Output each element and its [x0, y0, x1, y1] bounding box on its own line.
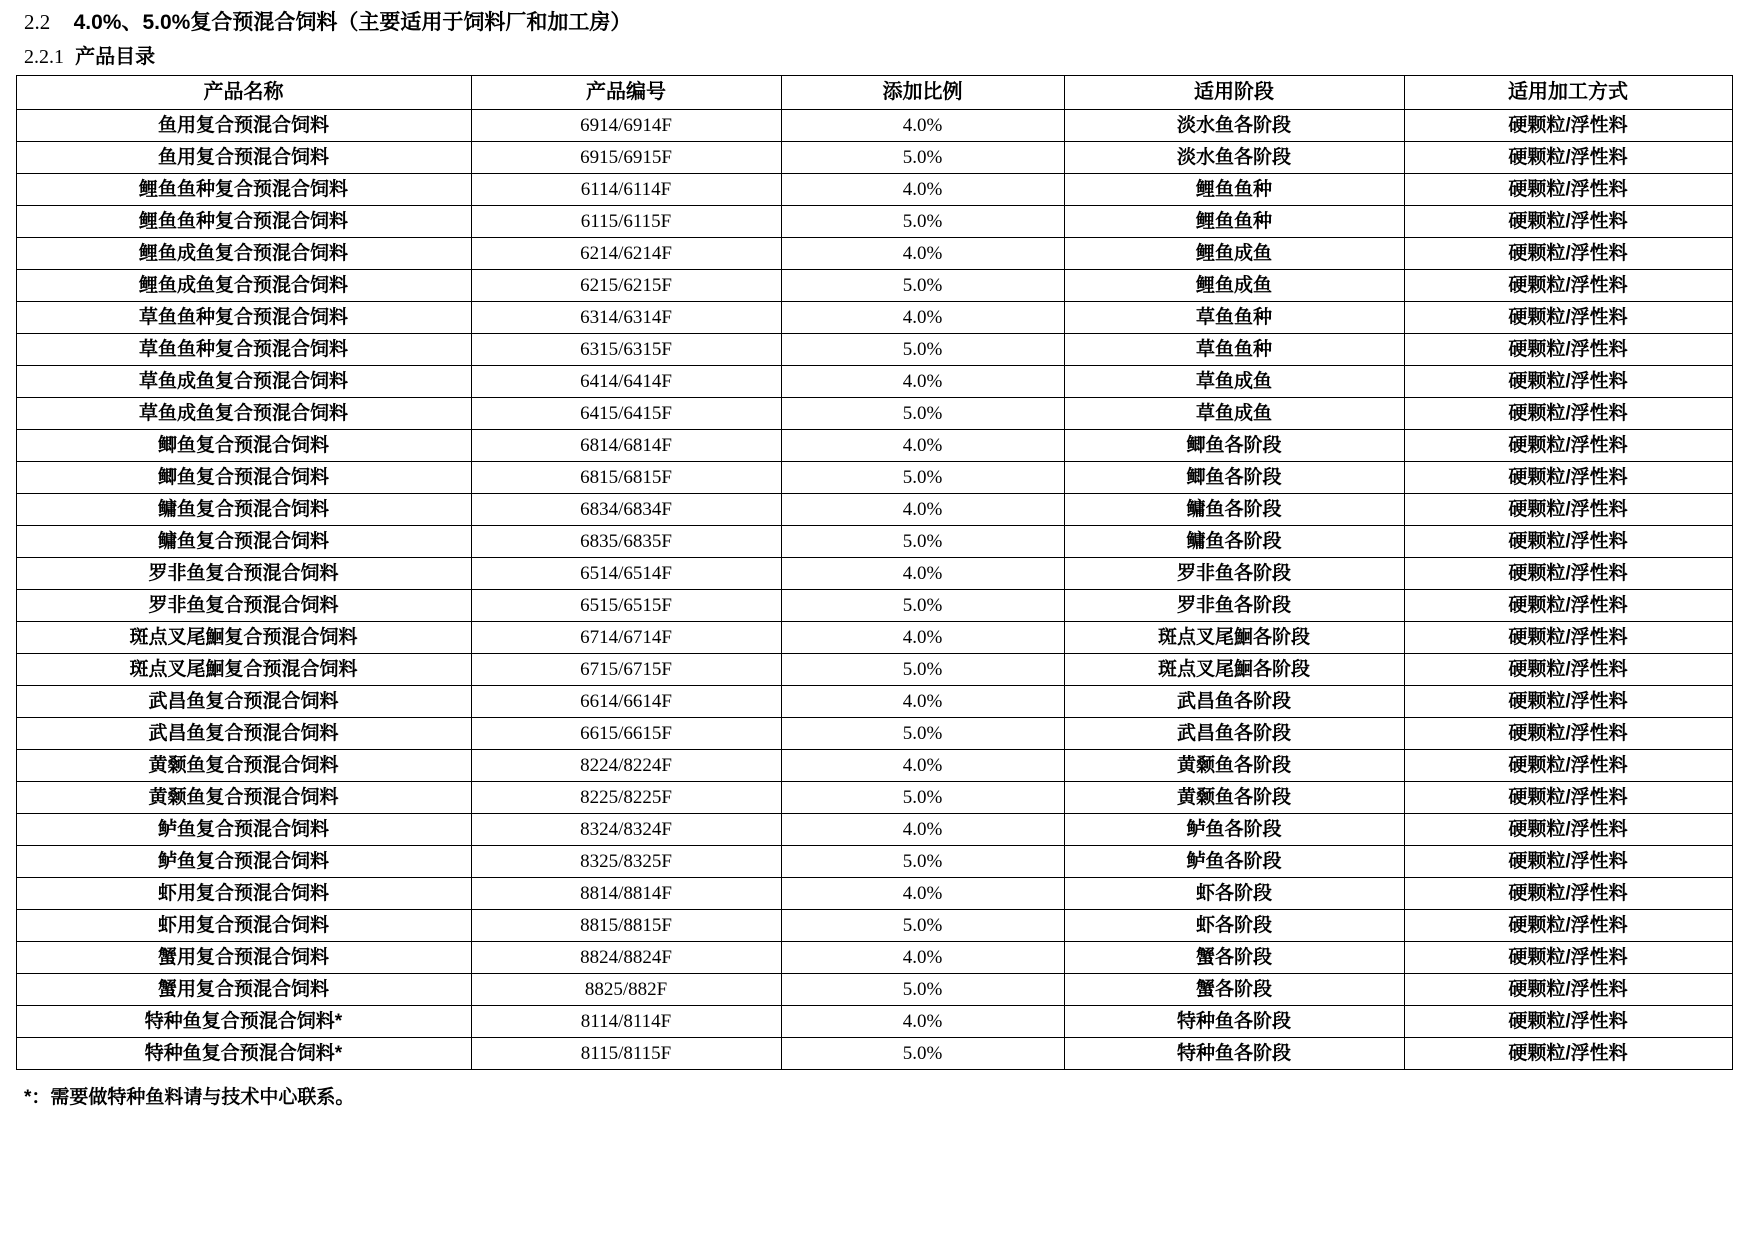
cell-product-code: 8225/8225F [471, 782, 781, 814]
column-header-product-name: 产品名称 [16, 76, 471, 110]
cell-processing-method: 硬颗粒/浮性料 [1404, 110, 1732, 142]
cell-addition-ratio: 5.0% [781, 974, 1064, 1006]
cell-addition-ratio: 4.0% [781, 558, 1064, 590]
cell-applicable-stage: 淡水鱼各阶段 [1064, 110, 1404, 142]
cell-applicable-stage: 虾各阶段 [1064, 910, 1404, 942]
cell-product-name: 鳙鱼复合预混合饲料 [16, 494, 471, 526]
cell-processing-method: 硬颗粒/浮性料 [1404, 942, 1732, 974]
section-title: 4.0%、5.0%复合预混合饲料（主要适用于饲料厂和加工房） [73, 11, 632, 34]
table-row [16, 654, 1732, 686]
cell-applicable-stage: 黄颡鱼各阶段 [1064, 750, 1404, 782]
section-heading [24, 6, 1734, 36]
cell-processing-method: 硬颗粒/浮性料 [1404, 1006, 1732, 1038]
cell-applicable-stage: 蟹各阶段 [1064, 974, 1404, 1006]
cell-addition-ratio: 5.0% [781, 270, 1064, 302]
cell-product-code: 8824/8824F [471, 942, 781, 974]
table-row [16, 974, 1732, 1006]
cell-product-code: 6314/6314F [471, 302, 781, 334]
cell-applicable-stage: 鲫鱼各阶段 [1064, 430, 1404, 462]
cell-applicable-stage: 草鱼成鱼 [1064, 398, 1404, 430]
table-row [16, 238, 1732, 270]
cell-applicable-stage: 黄颡鱼各阶段 [1064, 782, 1404, 814]
subsection-number: 2.2.1 [24, 46, 64, 68]
table-row [16, 686, 1732, 718]
cell-addition-ratio: 4.0% [781, 110, 1064, 142]
cell-product-code: 8325/8325F [471, 846, 781, 878]
subsection-heading [24, 40, 1734, 69]
cell-applicable-stage: 草鱼鱼种 [1064, 334, 1404, 366]
cell-applicable-stage: 特种鱼各阶段 [1064, 1006, 1404, 1038]
cell-product-code: 6715/6715F [471, 654, 781, 686]
cell-addition-ratio: 5.0% [781, 654, 1064, 686]
cell-applicable-stage: 虾各阶段 [1064, 878, 1404, 910]
cell-product-code: 6835/6835F [471, 526, 781, 558]
cell-product-code: 8825/882F [471, 974, 781, 1006]
table-row [16, 206, 1732, 238]
cell-addition-ratio: 4.0% [781, 622, 1064, 654]
cell-addition-ratio: 5.0% [781, 718, 1064, 750]
cell-applicable-stage: 斑点叉尾鮰各阶段 [1064, 654, 1404, 686]
table-row [16, 558, 1732, 590]
cell-applicable-stage: 蟹各阶段 [1064, 942, 1404, 974]
cell-addition-ratio: 5.0% [781, 462, 1064, 494]
table-row [16, 846, 1732, 878]
cell-processing-method: 硬颗粒/浮性料 [1404, 782, 1732, 814]
cell-processing-method: 硬颗粒/浮性料 [1404, 974, 1732, 1006]
cell-applicable-stage: 斑点叉尾鮰各阶段 [1064, 622, 1404, 654]
cell-applicable-stage: 武昌鱼各阶段 [1064, 718, 1404, 750]
column-header-addition-ratio: 添加比例 [781, 76, 1064, 110]
table-row [16, 462, 1732, 494]
cell-product-code: 6514/6514F [471, 558, 781, 590]
table-row [16, 110, 1732, 142]
cell-addition-ratio: 5.0% [781, 910, 1064, 942]
cell-addition-ratio: 4.0% [781, 302, 1064, 334]
cell-product-code: 8224/8224F [471, 750, 781, 782]
column-header-product-code: 产品编号 [471, 76, 781, 110]
cell-processing-method: 硬颗粒/浮性料 [1404, 398, 1732, 430]
cell-product-name: 鲈鱼复合预混合饲料 [16, 846, 471, 878]
cell-processing-method: 硬颗粒/浮性料 [1404, 334, 1732, 366]
cell-addition-ratio: 4.0% [781, 814, 1064, 846]
cell-product-name: 鲤鱼成鱼复合预混合饲料 [16, 270, 471, 302]
table-row [16, 270, 1732, 302]
cell-processing-method: 硬颗粒/浮性料 [1404, 302, 1732, 334]
cell-addition-ratio: 4.0% [781, 750, 1064, 782]
cell-product-code: 6834/6834F [471, 494, 781, 526]
cell-product-code: 8814/8814F [471, 878, 781, 910]
cell-applicable-stage: 鲫鱼各阶段 [1064, 462, 1404, 494]
cell-addition-ratio: 4.0% [781, 430, 1064, 462]
table-row [16, 942, 1732, 974]
cell-product-name: 罗非鱼复合预混合饲料 [16, 558, 471, 590]
cell-processing-method: 硬颗粒/浮性料 [1404, 910, 1732, 942]
cell-product-name: 鲤鱼成鱼复合预混合饲料 [16, 238, 471, 270]
table-row [16, 398, 1732, 430]
cell-processing-method: 硬颗粒/浮性料 [1404, 270, 1732, 302]
cell-applicable-stage: 罗非鱼各阶段 [1064, 590, 1404, 622]
cell-applicable-stage: 武昌鱼各阶段 [1064, 686, 1404, 718]
cell-applicable-stage: 草鱼成鱼 [1064, 366, 1404, 398]
cell-processing-method: 硬颗粒/浮性料 [1404, 622, 1732, 654]
cell-product-name: 黄颡鱼复合预混合饲料 [16, 782, 471, 814]
table-row [16, 1038, 1732, 1070]
cell-addition-ratio: 4.0% [781, 942, 1064, 974]
cell-applicable-stage: 特种鱼各阶段 [1064, 1038, 1404, 1070]
cell-product-name: 鲈鱼复合预混合饲料 [16, 814, 471, 846]
section-number: 2.2 [24, 10, 51, 34]
column-header-applicable-stage: 适用阶段 [1064, 76, 1404, 110]
cell-addition-ratio: 4.0% [781, 494, 1064, 526]
cell-processing-method: 硬颗粒/浮性料 [1404, 1038, 1732, 1070]
product-catalog-table [16, 75, 1733, 1070]
cell-product-code: 6215/6215F [471, 270, 781, 302]
cell-processing-method: 硬颗粒/浮性料 [1404, 878, 1732, 910]
cell-addition-ratio: 5.0% [781, 526, 1064, 558]
cell-processing-method: 硬颗粒/浮性料 [1404, 206, 1732, 238]
cell-processing-method: 硬颗粒/浮性料 [1404, 430, 1732, 462]
cell-processing-method: 硬颗粒/浮性料 [1404, 494, 1732, 526]
cell-product-code: 6414/6414F [471, 366, 781, 398]
table-row [16, 494, 1732, 526]
cell-product-code: 6814/6814F [471, 430, 781, 462]
table-row [16, 814, 1732, 846]
cell-product-code: 6114/6114F [471, 174, 781, 206]
cell-product-name: 草鱼成鱼复合预混合饲料 [16, 366, 471, 398]
table-header-row [16, 76, 1732, 110]
table-row [16, 142, 1732, 174]
cell-product-name: 鲤鱼鱼种复合预混合饲料 [16, 206, 471, 238]
cell-applicable-stage: 淡水鱼各阶段 [1064, 142, 1404, 174]
cell-product-name: 草鱼成鱼复合预混合饲料 [16, 398, 471, 430]
cell-applicable-stage: 鲈鱼各阶段 [1064, 846, 1404, 878]
cell-addition-ratio: 4.0% [781, 686, 1064, 718]
cell-product-name: 黄颡鱼复合预混合饲料 [16, 750, 471, 782]
cell-product-name: 特种鱼复合预混合饲料* [16, 1038, 471, 1070]
cell-product-code: 6115/6115F [471, 206, 781, 238]
table-row [16, 782, 1732, 814]
cell-applicable-stage: 罗非鱼各阶段 [1064, 558, 1404, 590]
cell-applicable-stage: 鲤鱼鱼种 [1064, 174, 1404, 206]
cell-processing-method: 硬颗粒/浮性料 [1404, 718, 1732, 750]
cell-product-code: 6915/6915F [471, 142, 781, 174]
table-footnote: *：需要做特种鱼料请与技术中心联系。 [24, 1087, 355, 1108]
cell-product-name: 武昌鱼复合预混合饲料 [16, 686, 471, 718]
cell-product-code: 6615/6615F [471, 718, 781, 750]
cell-product-code: 6614/6614F [471, 686, 781, 718]
cell-product-name: 虾用复合预混合饲料 [16, 878, 471, 910]
cell-processing-method: 硬颗粒/浮性料 [1404, 142, 1732, 174]
cell-product-name: 斑点叉尾鮰复合预混合饲料 [16, 622, 471, 654]
table-row [16, 334, 1732, 366]
cell-product-code: 6415/6415F [471, 398, 781, 430]
cell-processing-method: 硬颗粒/浮性料 [1404, 238, 1732, 270]
cell-addition-ratio: 5.0% [781, 334, 1064, 366]
cell-product-code: 6214/6214F [471, 238, 781, 270]
cell-addition-ratio: 5.0% [781, 206, 1064, 238]
cell-processing-method: 硬颗粒/浮性料 [1404, 814, 1732, 846]
table-row [16, 526, 1732, 558]
cell-addition-ratio: 5.0% [781, 142, 1064, 174]
cell-addition-ratio: 5.0% [781, 846, 1064, 878]
cell-applicable-stage: 鲈鱼各阶段 [1064, 814, 1404, 846]
cell-processing-method: 硬颗粒/浮性料 [1404, 366, 1732, 398]
cell-product-code: 8815/8815F [471, 910, 781, 942]
cell-processing-method: 硬颗粒/浮性料 [1404, 590, 1732, 622]
cell-product-name: 武昌鱼复合预混合饲料 [16, 718, 471, 750]
table-row [16, 878, 1732, 910]
table-row [16, 718, 1732, 750]
cell-processing-method: 硬颗粒/浮性料 [1404, 654, 1732, 686]
cell-product-name: 草鱼鱼种复合预混合饲料 [16, 302, 471, 334]
table-row [16, 910, 1732, 942]
cell-processing-method: 硬颗粒/浮性料 [1404, 686, 1732, 718]
table-row [16, 590, 1732, 622]
cell-product-code: 6914/6914F [471, 110, 781, 142]
cell-addition-ratio: 4.0% [781, 174, 1064, 206]
cell-applicable-stage: 鲤鱼成鱼 [1064, 238, 1404, 270]
cell-product-name: 鱼用复合预混合饲料 [16, 110, 471, 142]
cell-product-code: 6714/6714F [471, 622, 781, 654]
table-row [16, 302, 1732, 334]
cell-product-name: 蟹用复合预混合饲料 [16, 974, 471, 1006]
cell-product-name: 虾用复合预混合饲料 [16, 910, 471, 942]
table-row [16, 174, 1732, 206]
cell-processing-method: 硬颗粒/浮性料 [1404, 846, 1732, 878]
cell-addition-ratio: 5.0% [781, 398, 1064, 430]
cell-product-name: 鲫鱼复合预混合饲料 [16, 462, 471, 494]
cell-product-code: 6315/6315F [471, 334, 781, 366]
cell-applicable-stage: 鳙鱼各阶段 [1064, 494, 1404, 526]
cell-product-name: 鲫鱼复合预混合饲料 [16, 430, 471, 462]
cell-addition-ratio: 4.0% [781, 878, 1064, 910]
table-row [16, 750, 1732, 782]
cell-applicable-stage: 草鱼鱼种 [1064, 302, 1404, 334]
cell-addition-ratio: 5.0% [781, 590, 1064, 622]
cell-processing-method: 硬颗粒/浮性料 [1404, 526, 1732, 558]
cell-product-code: 6815/6815F [471, 462, 781, 494]
cell-product-name: 特种鱼复合预混合饲料* [16, 1006, 471, 1038]
subsection-title: 产品目录 [75, 46, 156, 68]
table-row [16, 366, 1732, 398]
cell-processing-method: 硬颗粒/浮性料 [1404, 174, 1732, 206]
cell-addition-ratio: 4.0% [781, 238, 1064, 270]
cell-product-name: 斑点叉尾鮰复合预混合饲料 [16, 654, 471, 686]
cell-product-name: 罗非鱼复合预混合饲料 [16, 590, 471, 622]
cell-product-name: 蟹用复合预混合饲料 [16, 942, 471, 974]
column-header-processing-method: 适用加工方式 [1404, 76, 1732, 110]
cell-applicable-stage: 鳙鱼各阶段 [1064, 526, 1404, 558]
cell-product-name: 草鱼鱼种复合预混合饲料 [16, 334, 471, 366]
table-row [16, 430, 1732, 462]
cell-product-code: 8324/8324F [471, 814, 781, 846]
table-row [16, 622, 1732, 654]
cell-processing-method: 硬颗粒/浮性料 [1404, 558, 1732, 590]
cell-product-code: 8115/8115F [471, 1038, 781, 1070]
cell-addition-ratio: 4.0% [781, 1006, 1064, 1038]
cell-processing-method: 硬颗粒/浮性料 [1404, 462, 1732, 494]
table-row [16, 1006, 1732, 1038]
cell-product-name: 鲤鱼鱼种复合预混合饲料 [16, 174, 471, 206]
cell-applicable-stage: 鲤鱼成鱼 [1064, 270, 1404, 302]
cell-processing-method: 硬颗粒/浮性料 [1404, 750, 1732, 782]
cell-product-code: 8114/8114F [471, 1006, 781, 1038]
cell-addition-ratio: 5.0% [781, 1038, 1064, 1070]
cell-applicable-stage: 鲤鱼鱼种 [1064, 206, 1404, 238]
cell-addition-ratio: 4.0% [781, 366, 1064, 398]
cell-product-name: 鳙鱼复合预混合饲料 [16, 526, 471, 558]
cell-product-code: 6515/6515F [471, 590, 781, 622]
cell-addition-ratio: 5.0% [781, 782, 1064, 814]
cell-product-name: 鱼用复合预混合饲料 [16, 142, 471, 174]
